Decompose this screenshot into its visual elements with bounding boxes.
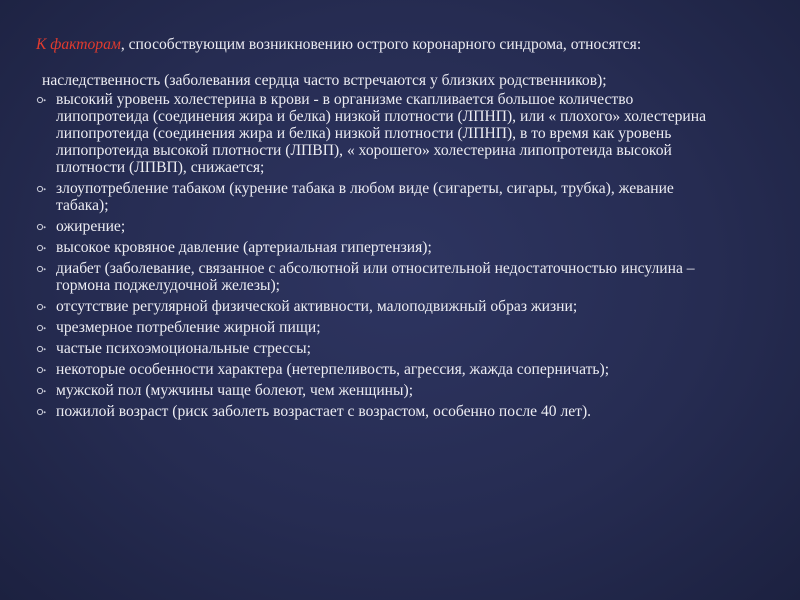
list-item — [36, 180, 726, 214]
list-item-text: диабет (заболевание, связанное с абсолютной или относительной недостаточностью инсулина – гормона поджелудочной железы); — [56, 260, 695, 294]
list-item — [36, 298, 726, 315]
list-item-text: некоторые особенности характера (нетерпеливость, агрессия, жажда соперничать); — [56, 361, 610, 378]
ring-dot-bullet-icon — [36, 263, 48, 275]
slide-content — [36, 36, 726, 424]
list-item — [36, 361, 726, 378]
list-item — [36, 382, 726, 399]
list-item — [36, 340, 726, 357]
list-item-text: высокое кровяное давление (артериальная гипертензия); — [56, 239, 432, 256]
ring-dot-bullet-icon — [36, 242, 48, 254]
list-item-text: пожилой возраст (риск заболеть возрастает с возрастом, особенно после 40 лет). — [56, 403, 592, 420]
list-item-text: частые психоэмоциональные стрессы; — [56, 340, 311, 357]
ring-dot-bullet-icon — [36, 364, 48, 376]
list-item-text: ожирение; — [56, 218, 126, 235]
list-item-text: высокий уровень холестерина в крови - в организме скапливается большое количество липопротеида (соединения жира и белка) низкой плотности (ЛПНП), или « плохого» холестерина липопротеида (соединения жира и белка) низкой плотности (ЛПНП), в то время как уровень липопротеида высокой плотности (ЛПВП), « хорошего» холестерина липопротеида высокой плотности (ЛПВП), снижается; — [56, 91, 707, 176]
ring-dot-bullet-icon — [36, 183, 48, 195]
heredity-item: наследственность (заболевания сердца часто встречаются у близких родственников); — [42, 72, 607, 89]
list-item — [36, 260, 726, 294]
list-item — [36, 91, 726, 176]
ring-dot-bullet-icon — [36, 301, 48, 313]
intro-lead: К факторам — [36, 36, 121, 53]
list-item — [36, 218, 726, 235]
list-item-text: злоупотребление табаком (курение табака в любом виде (сигареты, сигары, трубка), жевание табака); — [56, 180, 674, 214]
intro-paragraph — [36, 36, 726, 53]
ring-dot-bullet-icon — [36, 343, 48, 355]
list-item-text: чрезмерное потребление жирной пищи; — [56, 319, 321, 336]
list-item — [36, 319, 726, 336]
ring-dot-bullet-icon — [36, 94, 48, 106]
ring-dot-bullet-icon — [36, 221, 48, 233]
factor-list — [36, 91, 726, 420]
ring-dot-bullet-icon — [36, 385, 48, 397]
list-item-text: отсутствие регулярной физической активности, малоподвижный образ жизни; — [56, 298, 578, 315]
list-item — [36, 403, 726, 420]
list-item — [36, 239, 726, 256]
ring-dot-bullet-icon — [36, 406, 48, 418]
list-item-text: мужской пол (мужчины чаще болеют, чем женщины); — [56, 382, 414, 399]
ring-dot-bullet-icon — [36, 322, 48, 334]
intro-rest: , способствующим возникновению острого коронарного синдрома, относятся: — [120, 36, 642, 53]
